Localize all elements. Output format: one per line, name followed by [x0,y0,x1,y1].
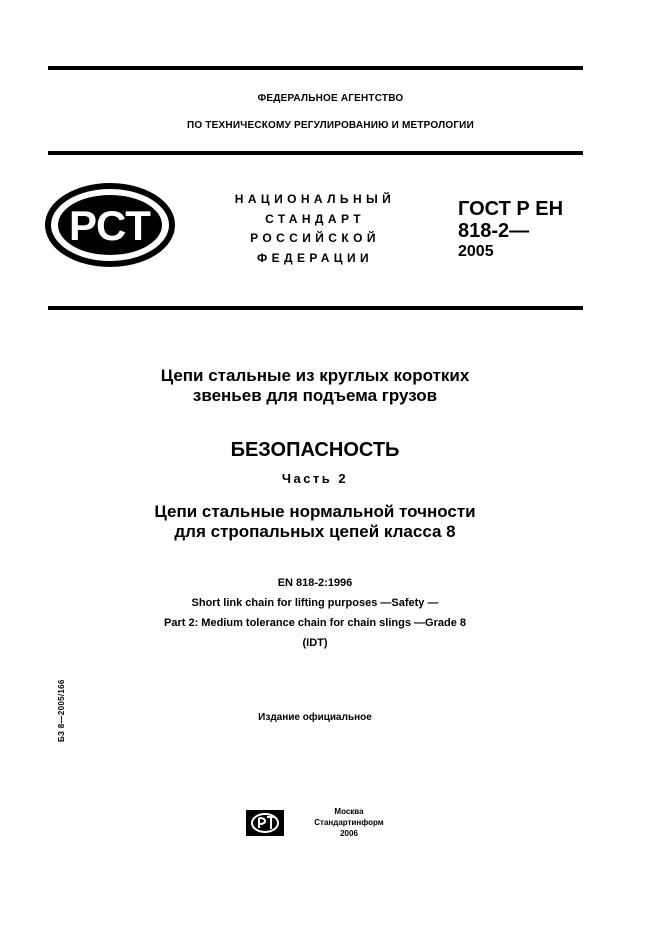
national-standard-line-4: ФЕДЕРАЦИИ [256,250,374,265]
designation-year: 2005 [458,243,494,260]
en-code: EN 818-2:1996 [277,577,353,589]
standard-designation [458,198,588,261]
national-standard-block [212,190,418,268]
part-title [0,502,630,542]
top-rule [48,66,583,70]
document-title [0,366,630,406]
agency-line-1: ФЕДЕРАЛЬНОЕ АГЕНТСТВО [257,93,404,104]
designation-line-1: ГОСТ Р ЕН [458,198,564,220]
part-title-line-2: для стропальных цепей класса 8 [174,522,456,541]
en-title-line-1: Short link chain for lifting purposes —Safety — [191,597,439,609]
part-title-line-1: Цепи стальные нормальной точности [154,502,476,521]
national-standard-line-3: РОССИЙСКОЙ [250,231,380,245]
agency-line-2: ПО ТЕХНИЧЕСКОМУ РЕГУЛИРОВАНИЮ И МЕТРОЛОГИИ [187,120,474,131]
title-divider [48,306,583,310]
national-standard-line-1: НАЦИОНАЛЬНЫЙ [234,192,396,206]
side-registration-code: БЗ 8—2005/166 [57,679,66,742]
safety-heading: БЕЗОПАСНОСТЬ [230,439,400,461]
publisher-name: Стандартинформ [314,818,384,827]
idt-marker: (IDT) [302,637,328,649]
en-title-line-2: Part 2: Medium tolerance chain for chain slings —Grade 8 [164,617,466,629]
document-title-line-1: Цепи стальные из круглых коротких [160,366,470,385]
publisher-year: 2006 [340,829,358,838]
publisher-city: Москва [334,807,364,816]
rst-logo-letters: РСТ [69,202,151,249]
standartinform-logo-icon [245,808,285,838]
designation-line-2: 818-2— [458,220,530,242]
publisher-block [304,806,394,839]
edition-note: Издание официальное [258,712,372,723]
header-divider [48,151,583,155]
rst-logo-icon [44,182,176,268]
document-title-line-2: звеньев для подъема грузов [192,386,438,405]
national-standard-line-2: СТАНДАРТ [265,211,365,226]
part-number: Часть 2 [281,471,349,486]
en-reference [0,573,630,653]
